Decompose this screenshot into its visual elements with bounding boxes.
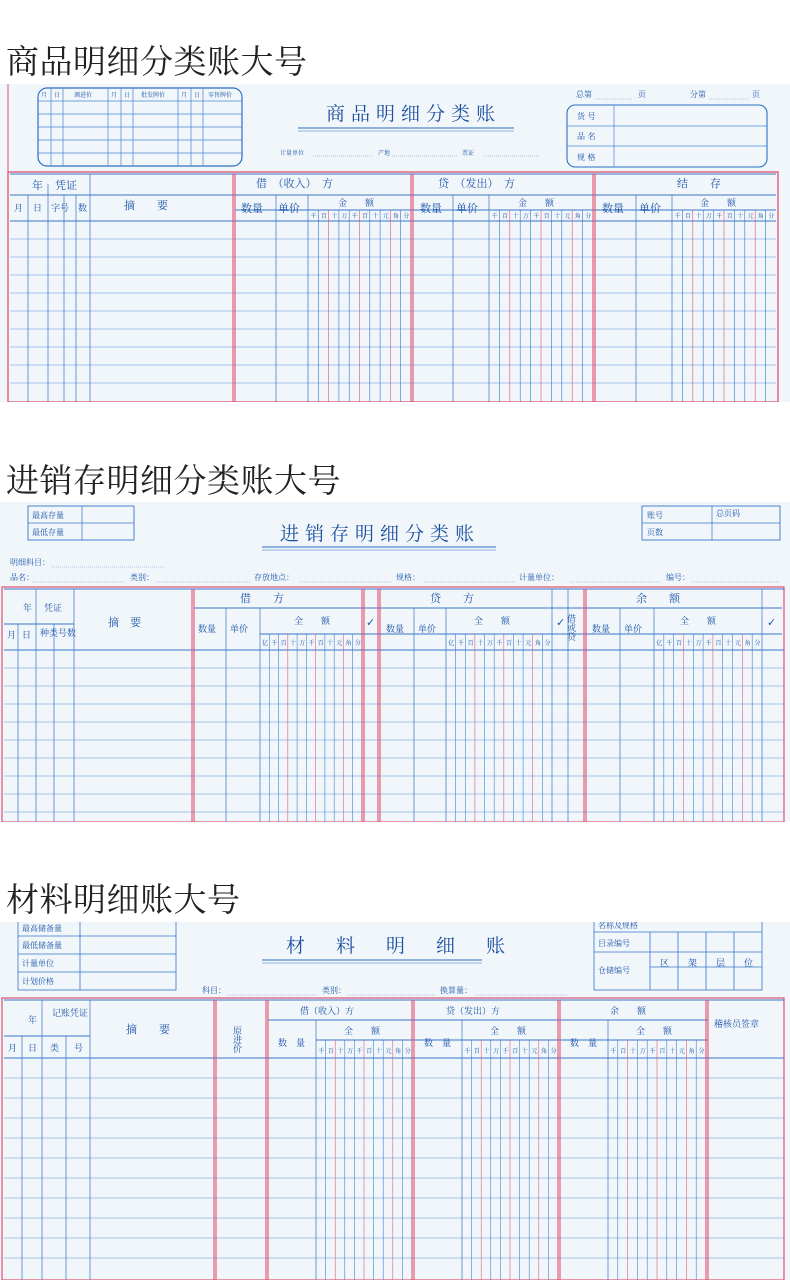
meta-ticket: 票证 — [462, 150, 475, 157]
digit-unit-label: 分 — [404, 1048, 411, 1055]
digit-unit-label: 分 — [354, 640, 361, 647]
digit-unit-label: 千 — [666, 640, 673, 647]
digit-unit-label: 千 — [705, 640, 712, 647]
digit-unit-label: 千 — [351, 213, 358, 220]
digit-unit-label: 十 — [375, 1048, 382, 1055]
digit-unit-label: 十 — [515, 640, 522, 647]
col-voucher: 凭证 — [44, 604, 63, 614]
digit-unit-label: 角 — [395, 1048, 402, 1055]
qty-label: 数 量 — [278, 1039, 306, 1049]
digit-unit-label: 千 — [502, 1048, 509, 1055]
audit-header: 稽核员签章 — [714, 1020, 760, 1030]
digit-unit-label: 万 — [299, 640, 306, 647]
page-unit: 页 — [638, 90, 646, 99]
amount-label: 全 额 — [294, 617, 331, 627]
digit-unit-label: 元 — [385, 1048, 392, 1055]
digit-unit-label: 万 — [493, 1048, 500, 1055]
col-kind: 种类 — [40, 629, 59, 639]
digit-unit-label: 十 — [483, 1048, 490, 1055]
digit-unit-label: 十 — [327, 640, 334, 647]
credit-header: 贷 方 — [430, 592, 474, 605]
dc-header: 借或贷 — [565, 614, 575, 641]
price-label: 单价 — [418, 625, 437, 635]
stock-max-label: 最高存量 — [32, 511, 64, 520]
digit-unit-label: 百 — [327, 1048, 334, 1055]
col-no: 号数 — [58, 629, 77, 639]
digit-unit-label: 角 — [757, 213, 764, 220]
goods-no-label: 货 号 — [577, 112, 596, 121]
col-year: 年 — [23, 604, 33, 614]
meta-spec: 规格： — [396, 573, 420, 582]
spec-label: 规 格 — [577, 153, 596, 162]
digit-unit-label: 十 — [630, 1048, 637, 1055]
meta-number: 编号： — [666, 573, 690, 582]
top-box-col: 日 — [124, 92, 131, 99]
check-mark: ✓ — [767, 616, 777, 629]
digit-unit-label: 千 — [464, 1048, 471, 1055]
form-title: 商品明细分类账 — [326, 103, 502, 125]
col-orig-price: 原进价 — [231, 1026, 241, 1053]
meta-unit: 计量单位 — [280, 150, 305, 157]
digit-unit-label: 百 — [506, 640, 513, 647]
price-label: 单价 — [456, 202, 478, 215]
ledger-sheet-merchandise — [0, 84, 790, 402]
digit-unit-label: 万 — [486, 640, 493, 647]
digit-unit-label: 百 — [715, 640, 722, 647]
page-count-label: 页数 — [647, 528, 663, 537]
digit-unit-label: 百 — [543, 213, 550, 220]
qty-label: 数量 — [198, 625, 217, 635]
digit-unit-label: 亿 — [656, 640, 663, 647]
digit-unit-label: 百 — [473, 1048, 480, 1055]
ledger-sheet-inventory — [0, 502, 790, 822]
digit-unit-label: 千 — [491, 213, 498, 220]
page-unit: 页 — [752, 90, 760, 99]
col-day: 日 — [22, 631, 32, 641]
digit-unit-label: 千 — [318, 1048, 325, 1055]
qty-label: 数量 — [420, 202, 442, 215]
amount-label: 金 额 — [338, 199, 375, 209]
amount-label: 全 额 — [680, 617, 717, 627]
qty-label: 数量 — [386, 625, 405, 635]
debit-header: 借 方 — [240, 592, 284, 605]
digit-unit-label: 元 — [525, 640, 532, 647]
digit-unit-label: 千 — [649, 1048, 656, 1055]
meta-category: 类别： — [130, 573, 154, 582]
catalog-no-label: 目录编号 — [598, 939, 630, 948]
digit-unit-label: 十 — [477, 640, 484, 647]
digit-unit-label: 元 — [747, 213, 754, 220]
digit-unit-label: 千 — [308, 640, 315, 647]
meta-origin: 产地 — [378, 150, 391, 157]
debit-header: 借 （收入） 方 — [256, 177, 333, 190]
top-box-col: 调进价 — [74, 92, 93, 99]
storage-no-label: 仓储编号 — [598, 966, 630, 975]
debit-header: 借（收入）方 — [300, 1007, 355, 1017]
digit-unit-label: 角 — [541, 1048, 548, 1055]
digit-unit-label: 百 — [512, 1048, 519, 1055]
top-box-col: 零售牌价 — [208, 92, 233, 99]
qty-label: 数量 — [592, 625, 611, 635]
digit-unit-label: 百 — [320, 213, 327, 220]
col-summary: 摘 要 — [124, 199, 168, 212]
digit-unit-label: 百 — [726, 213, 733, 220]
product-name-label: 品 名 — [577, 132, 596, 141]
col-voucher: 记账凭证 — [52, 1009, 89, 1019]
qty-label: 数 量 — [424, 1039, 452, 1049]
top-box-col: 月 — [41, 92, 48, 99]
digit-unit-label: 百 — [685, 213, 692, 220]
check-mark: ✓ — [366, 616, 376, 629]
qty-label: 数 量 — [570, 1039, 598, 1049]
col-summary: 摘 要 — [126, 1023, 170, 1036]
digit-unit-label: 十 — [521, 1048, 528, 1055]
digit-unit-label: 分 — [698, 1048, 705, 1055]
section-caption-3: 材料明细账大号 — [6, 880, 241, 919]
digit-unit-label: 角 — [744, 640, 751, 647]
price-label: 单价 — [624, 625, 643, 635]
digit-unit-label: 元 — [531, 1048, 538, 1055]
col-no: 号 — [74, 1044, 84, 1054]
stock-min-label: 最低存量 — [32, 528, 64, 537]
price-label: 单价 — [639, 202, 661, 215]
digit-unit-label: 十 — [289, 640, 296, 647]
digit-unit-label: 万 — [347, 1048, 354, 1055]
digit-unit-label: 千 — [310, 213, 317, 220]
col-shu: 数 — [78, 204, 88, 214]
meta-subject: 科目： — [202, 986, 226, 995]
storage-col: 层 — [716, 959, 726, 969]
digit-unit-label: 十 — [331, 213, 338, 220]
digit-unit-label: 角 — [345, 640, 352, 647]
digit-unit-label: 百 — [620, 1048, 627, 1055]
ledger-sheet-material — [0, 922, 790, 1280]
meta-name: 品名： — [10, 573, 34, 582]
digit-unit-label: 分 — [403, 213, 410, 220]
digit-unit-label: 十 — [685, 640, 692, 647]
top-box-col: 月 — [181, 92, 188, 99]
digit-unit-label: 分 — [550, 1048, 557, 1055]
digit-unit-label: 万 — [522, 213, 529, 220]
max-reserve-label: 最高储备量 — [22, 924, 62, 933]
digit-unit-label: 百 — [280, 640, 287, 647]
digit-unit-label: 百 — [659, 1048, 666, 1055]
digit-unit-label: 百 — [362, 213, 369, 220]
page-sub-label: 分第 — [690, 90, 706, 99]
meta-location: 存放地点： — [254, 573, 294, 582]
storage-col: 架 — [688, 959, 698, 969]
digit-unit-label: 千 — [457, 640, 464, 647]
section-caption-1: 商品明细分类账大号 — [6, 42, 308, 81]
digit-unit-label: 千 — [533, 213, 540, 220]
amount-label: 金 额 — [518, 199, 555, 209]
digit-unit-label: 十 — [725, 640, 732, 647]
digit-unit-label: 十 — [512, 213, 519, 220]
digit-unit-label: 分 — [754, 640, 761, 647]
top-box-col: 日 — [194, 92, 201, 99]
digit-unit-label: 十 — [695, 213, 702, 220]
digit-unit-label: 千 — [674, 213, 681, 220]
col-voucher: 凭证 — [55, 179, 77, 192]
balance-header: 余 额 — [636, 592, 680, 605]
digit-unit-label: 角 — [535, 640, 542, 647]
digit-unit-label: 分 — [544, 640, 551, 647]
digit-unit-label: 百 — [317, 640, 324, 647]
digit-unit-label: 千 — [610, 1048, 617, 1055]
form-title: 进销存明细分类账 — [280, 523, 481, 545]
digit-unit-label: 角 — [393, 213, 400, 220]
digit-unit-label: 亿 — [448, 640, 455, 647]
digit-unit-label: 角 — [574, 213, 581, 220]
col-month: 月 — [7, 631, 17, 641]
col-year: 年 — [28, 1016, 38, 1026]
check-mark: ✓ — [556, 616, 566, 629]
price-label: 单价 — [278, 202, 300, 215]
top-box-col: 月 — [111, 92, 118, 99]
plan-price-label: 计划价格 — [22, 977, 54, 986]
amount-label: 全 额 — [490, 1027, 527, 1037]
digit-unit-label: 百 — [676, 640, 683, 647]
digit-unit-label: 元 — [336, 640, 343, 647]
digit-unit-label: 千 — [716, 213, 723, 220]
meta-category: 类别： — [322, 986, 346, 995]
digit-unit-label: 元 — [564, 213, 571, 220]
digit-unit-label: 万 — [695, 640, 702, 647]
digit-unit-label: 十 — [372, 213, 379, 220]
col-month: 月 — [8, 1044, 18, 1054]
total-pages-label: 总页码 — [716, 509, 740, 518]
digit-unit-label: 万 — [341, 213, 348, 220]
digit-unit-label: 分 — [768, 213, 775, 220]
digit-unit-label: 千 — [356, 1048, 363, 1055]
digit-unit-label: 千 — [496, 640, 503, 647]
amount-label: 全 额 — [474, 617, 511, 627]
amount-label: 金 额 — [700, 199, 737, 209]
col-day: 日 — [33, 204, 43, 214]
digit-unit-label: 十 — [554, 213, 561, 220]
digit-unit-label: 十 — [337, 1048, 344, 1055]
acct-no-label: 账号 — [647, 511, 663, 520]
meta-unit: 计量单位： — [519, 573, 559, 582]
digit-unit-label: 百 — [366, 1048, 373, 1055]
digit-unit-label: 百 — [467, 640, 474, 647]
digit-unit-label: 亿 — [262, 640, 269, 647]
credit-header: 贷（发出）方 — [446, 1007, 501, 1017]
subject-label: 明细科目： — [10, 558, 50, 567]
digit-unit-label: 分 — [585, 213, 592, 220]
amount-label: 全 额 — [636, 1027, 673, 1037]
col-day: 日 — [28, 1044, 38, 1054]
digit-unit-label: 万 — [639, 1048, 646, 1055]
digit-unit-label: 千 — [271, 640, 278, 647]
balance-header: 结 存 — [677, 177, 721, 190]
top-box-col: 批发牌价 — [141, 92, 166, 99]
digit-unit-label: 十 — [669, 1048, 676, 1055]
unit-label: 计量单位 — [22, 959, 54, 968]
amount-label: 全 额 — [344, 1027, 381, 1037]
credit-header: 贷 （发出） 方 — [438, 177, 515, 190]
min-reserve-label: 最低储备量 — [22, 941, 62, 950]
storage-col: 区 — [660, 959, 670, 969]
form-title: 材 料 明 细 账 — [286, 935, 512, 957]
digit-unit-label: 百 — [502, 213, 509, 220]
qty-label: 数量 — [241, 202, 263, 215]
qty-label: 数量 — [602, 202, 624, 215]
page-total-label: 总第 — [576, 90, 592, 99]
meta-conversion: 换算量： — [440, 986, 472, 995]
balance-header: 余 额 — [610, 1007, 647, 1017]
price-label: 单价 — [230, 625, 249, 635]
section-caption-2: 进销存明细分类账大号 — [6, 461, 341, 500]
digit-unit-label: 十 — [737, 213, 744, 220]
col-kind: 类 — [50, 1044, 60, 1054]
name-spec-label: 名称及规格 — [598, 922, 638, 930]
digit-unit-label: 元 — [382, 213, 389, 220]
digit-unit-label: 万 — [705, 213, 712, 220]
col-summary: 摘 要 — [108, 616, 141, 629]
storage-col: 位 — [744, 959, 754, 969]
digit-unit-label: 角 — [688, 1048, 695, 1055]
digit-unit-label: 元 — [734, 640, 741, 647]
col-zihao: 字号 — [51, 204, 70, 214]
col-year: 年 — [32, 179, 43, 192]
col-month: 月 — [14, 204, 24, 214]
top-box-col: 日 — [54, 92, 61, 99]
digit-unit-label: 元 — [679, 1048, 686, 1055]
